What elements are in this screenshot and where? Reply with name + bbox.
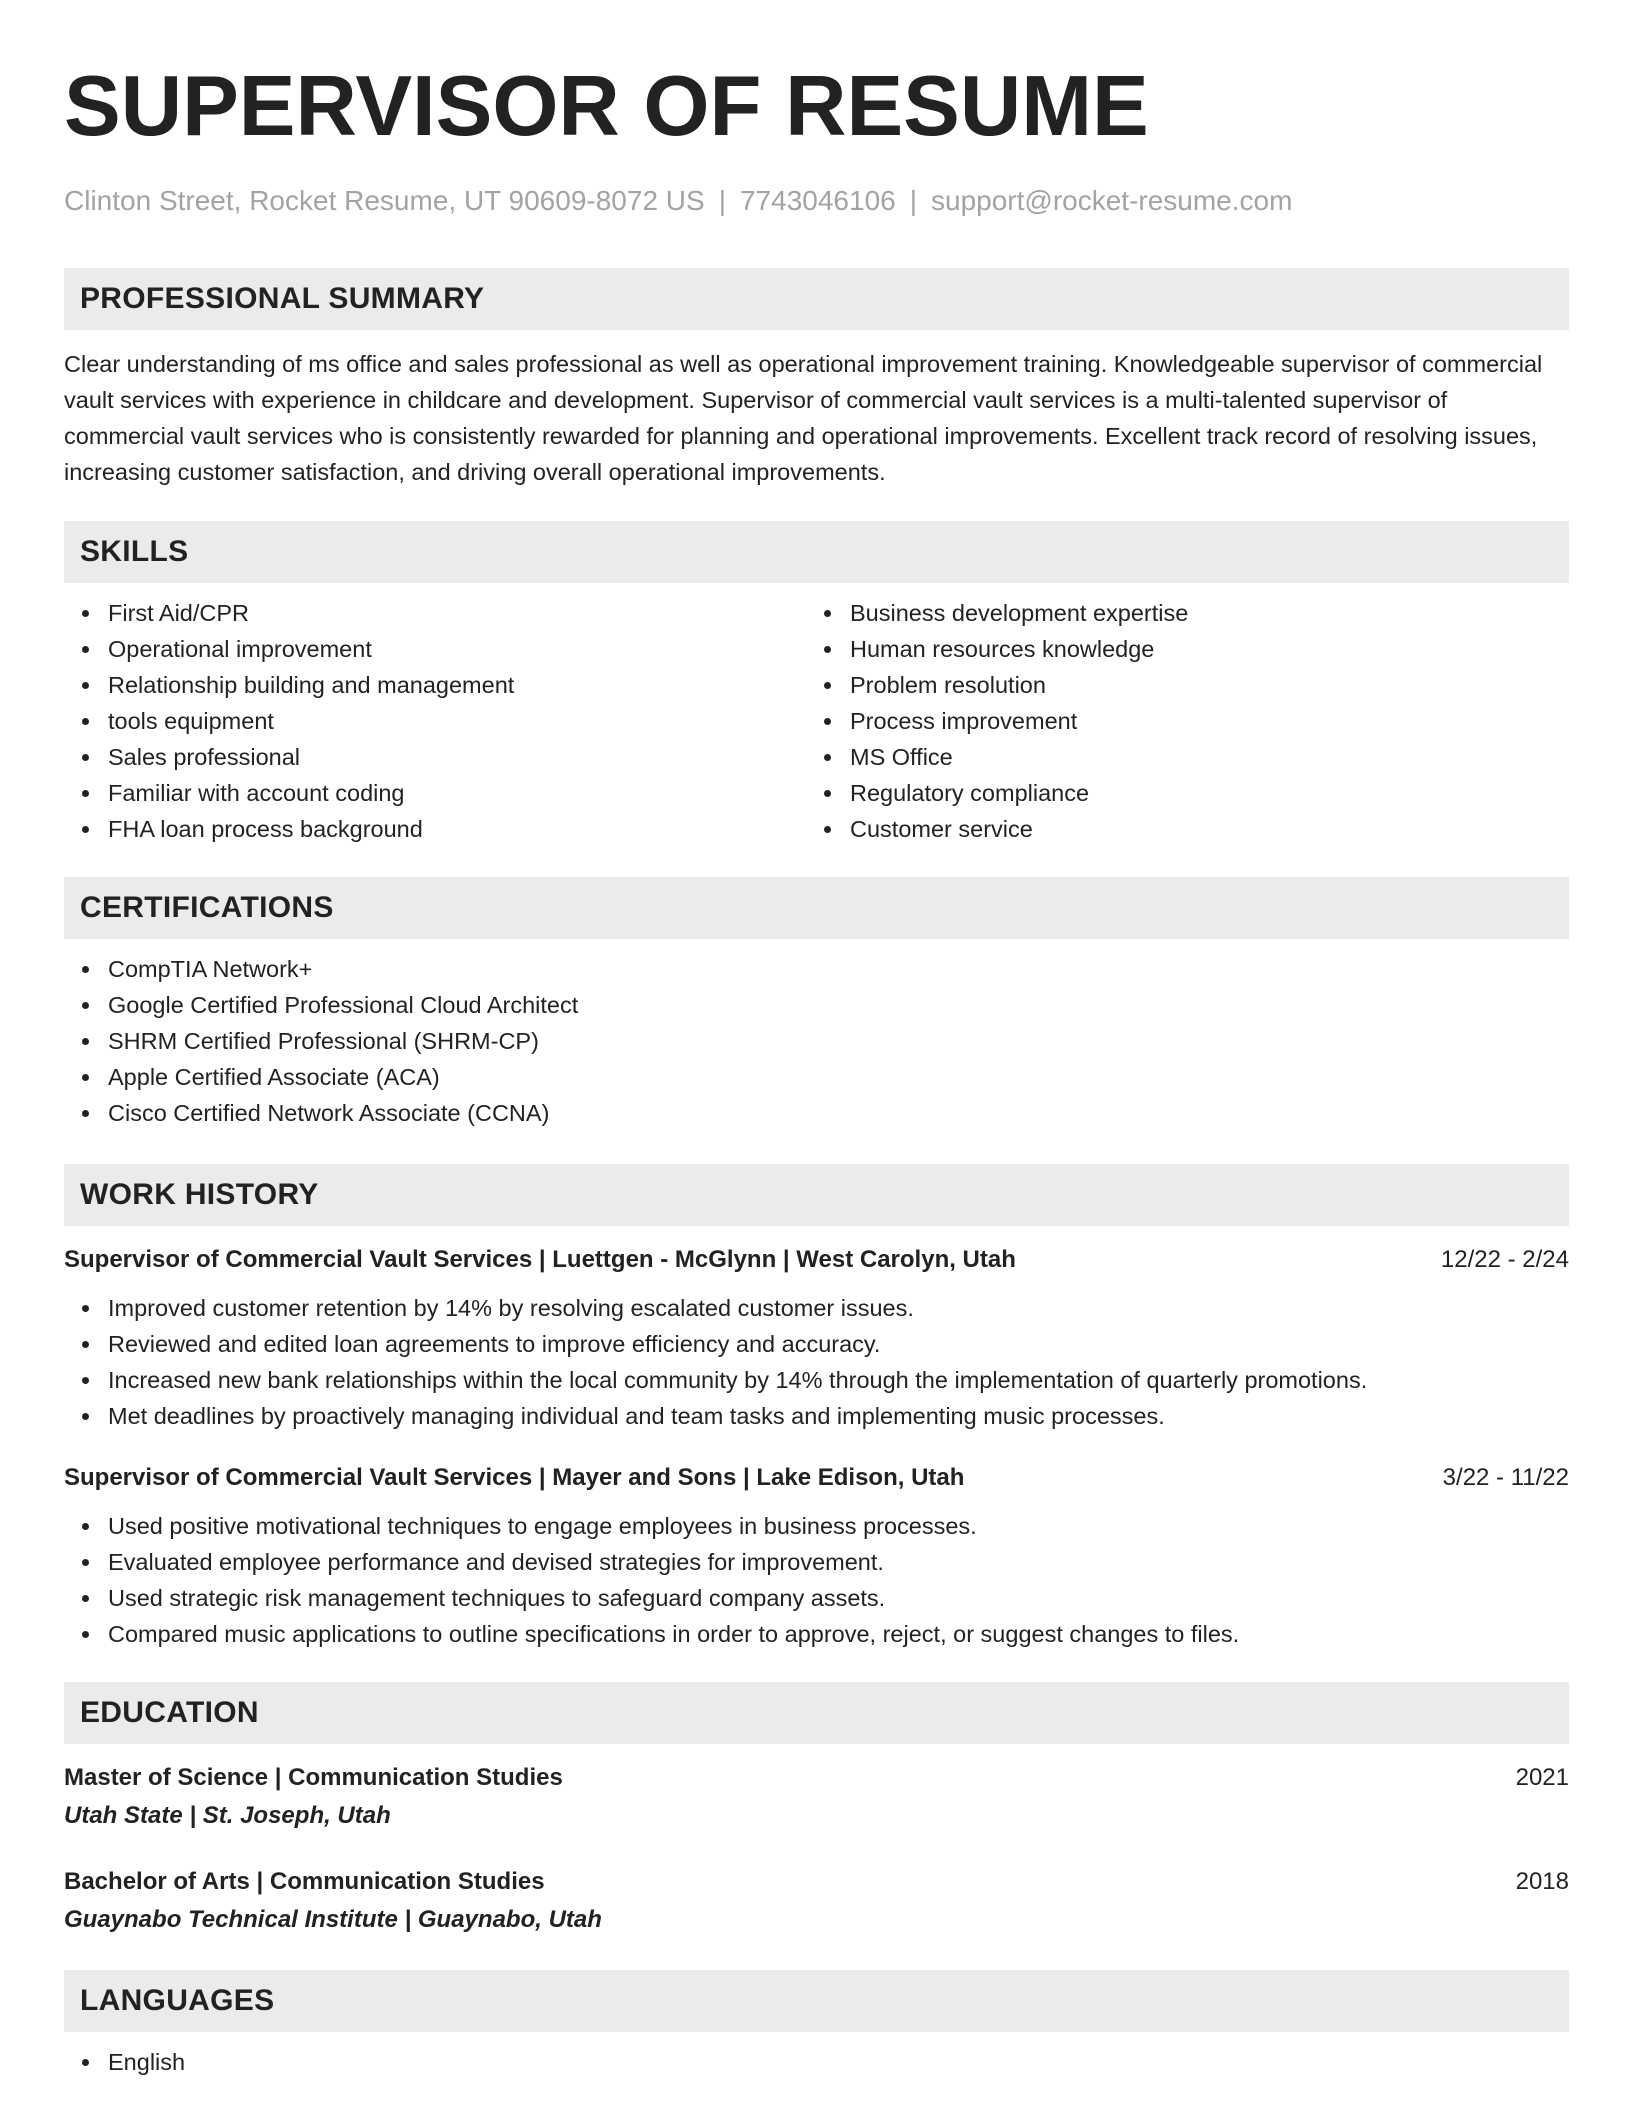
education-entry	[64, 1764, 1569, 1830]
job-entry	[64, 1464, 1569, 1652]
languages-heading: LANGUAGES	[80, 1984, 275, 2017]
job-bullets	[64, 1290, 1569, 1434]
language-item: English	[64, 2044, 1569, 2080]
degree: Master of Science | Communication Studies	[64, 1764, 563, 1791]
skill-item: Problem resolution	[806, 667, 1548, 703]
education-section-header	[64, 1682, 1569, 1744]
summary-section-header	[64, 268, 1569, 330]
certifications-list	[64, 951, 1569, 1131]
skill-item: FHA loan process background	[64, 811, 806, 847]
email: support@rocket-resume.com	[931, 185, 1293, 216]
work-heading: WORK HISTORY	[80, 1178, 319, 1211]
summary-heading: PROFESSIONAL SUMMARY	[80, 282, 485, 315]
skill-item: Business development expertise	[806, 595, 1548, 631]
skills-section-header	[64, 521, 1569, 583]
job-bullet: Reviewed and edited loan agreements to improve efficiency and accuracy.	[64, 1326, 1569, 1362]
skill-item: Customer service	[806, 811, 1548, 847]
job-bullet: Evaluated employee performance and devised strategies for improvement.	[64, 1544, 1569, 1580]
skills-heading: SKILLS	[80, 535, 189, 568]
school: Utah State | St. Joseph, Utah	[64, 1802, 391, 1829]
certification-item: Apple Certified Associate (ACA)	[64, 1059, 1569, 1095]
job-bullet: Compared music applications to outline specifications in order to approve, reject, or suggest changes to files.	[64, 1616, 1569, 1652]
job-bullet: Used positive motivational techniques to engage employees in business processes.	[64, 1508, 1569, 1544]
job-header	[64, 1464, 1569, 1492]
job-header	[64, 1246, 1569, 1274]
skills-list-right	[806, 595, 1548, 847]
graduation-year: 2018	[1515, 1868, 1569, 1895]
contact-separator: |	[718, 185, 726, 216]
address: Clinton Street, Rocket Resume, UT 90609-8072 US	[64, 185, 705, 216]
contact-separator: |	[909, 185, 917, 216]
certification-item: Google Certified Professional Cloud Architect	[64, 987, 1569, 1023]
job-dates: 3/22 - 11/22	[1442, 1464, 1569, 1491]
job-bullet: Improved customer retention by 14% by resolving escalated customer issues.	[64, 1290, 1569, 1326]
certifications-heading: CERTIFICATIONS	[80, 891, 334, 924]
job-bullets	[64, 1508, 1569, 1652]
skill-item: tools equipment	[64, 703, 806, 739]
certification-item: CompTIA Network+	[64, 951, 1569, 987]
skill-item: MS Office	[806, 739, 1548, 775]
skill-item: Sales professional	[64, 739, 806, 775]
skill-item: First Aid/CPR	[64, 595, 806, 631]
phone: 7743046106	[739, 185, 896, 216]
skill-item: Regulatory compliance	[806, 775, 1548, 811]
languages-section-header	[64, 1970, 1569, 2032]
job-title: Supervisor of Commercial Vault Services | Mayer and Sons | Lake Edison, Utah	[64, 1464, 965, 1491]
education-entry	[64, 1868, 1569, 1934]
skills-columns	[64, 595, 1569, 847]
skill-item: Process improvement	[806, 703, 1548, 739]
skills-list-left	[64, 595, 806, 847]
education-header	[64, 1868, 1569, 1896]
summary-text: Clear understanding of ms office and sales professional as well as operational improvement training. Knowledgeable supervisor of commercial vault services with experience in childcare and development. Supervisor of commercial vault services is a multi-talented supervisor of commercial vault services who is consistently rewarded for planning and operational improvements. Excellent track record of resolving issues, increasing customer satisfaction, and driving overall operational improvements.	[64, 351, 1543, 485]
skill-item: Operational improvement	[64, 631, 806, 667]
certifications-section-header	[64, 877, 1569, 939]
candidate-name: SUPERVISOR OF RESUME	[64, 59, 1149, 154]
education-heading: EDUCATION	[80, 1696, 259, 1729]
certification-item: Cisco Certified Network Associate (CCNA)	[64, 1095, 1569, 1131]
languages-list	[64, 2044, 1569, 2080]
job-title: Supervisor of Commercial Vault Services | Luettgen - McGlynn | West Carolyn, Utah	[64, 1246, 1016, 1273]
certification-item: SHRM Certified Professional (SHRM-CP)	[64, 1023, 1569, 1059]
job-entry	[64, 1246, 1569, 1434]
graduation-year: 2021	[1515, 1764, 1569, 1791]
job-dates: 12/22 - 2/24	[1440, 1246, 1569, 1273]
skill-item: Relationship building and management	[64, 667, 806, 703]
job-bullet: Increased new bank relationships within the local community by 14% through the implementation of quarterly promotions.	[64, 1362, 1569, 1398]
skill-item: Human resources knowledge	[806, 631, 1548, 667]
education-header	[64, 1764, 1569, 1792]
job-bullet: Met deadlines by proactively managing individual and team tasks and implementing music processes.	[64, 1398, 1569, 1434]
work-section-header	[64, 1164, 1569, 1226]
degree: Bachelor of Arts | Communication Studies	[64, 1868, 545, 1895]
job-bullet: Used strategic risk management techniques to safeguard company assets.	[64, 1580, 1569, 1616]
school: Guaynabo Technical Institute | Guaynabo, Utah	[64, 1906, 602, 1933]
contact-line	[64, 185, 1569, 217]
skill-item: Familiar with account coding	[64, 775, 806, 811]
